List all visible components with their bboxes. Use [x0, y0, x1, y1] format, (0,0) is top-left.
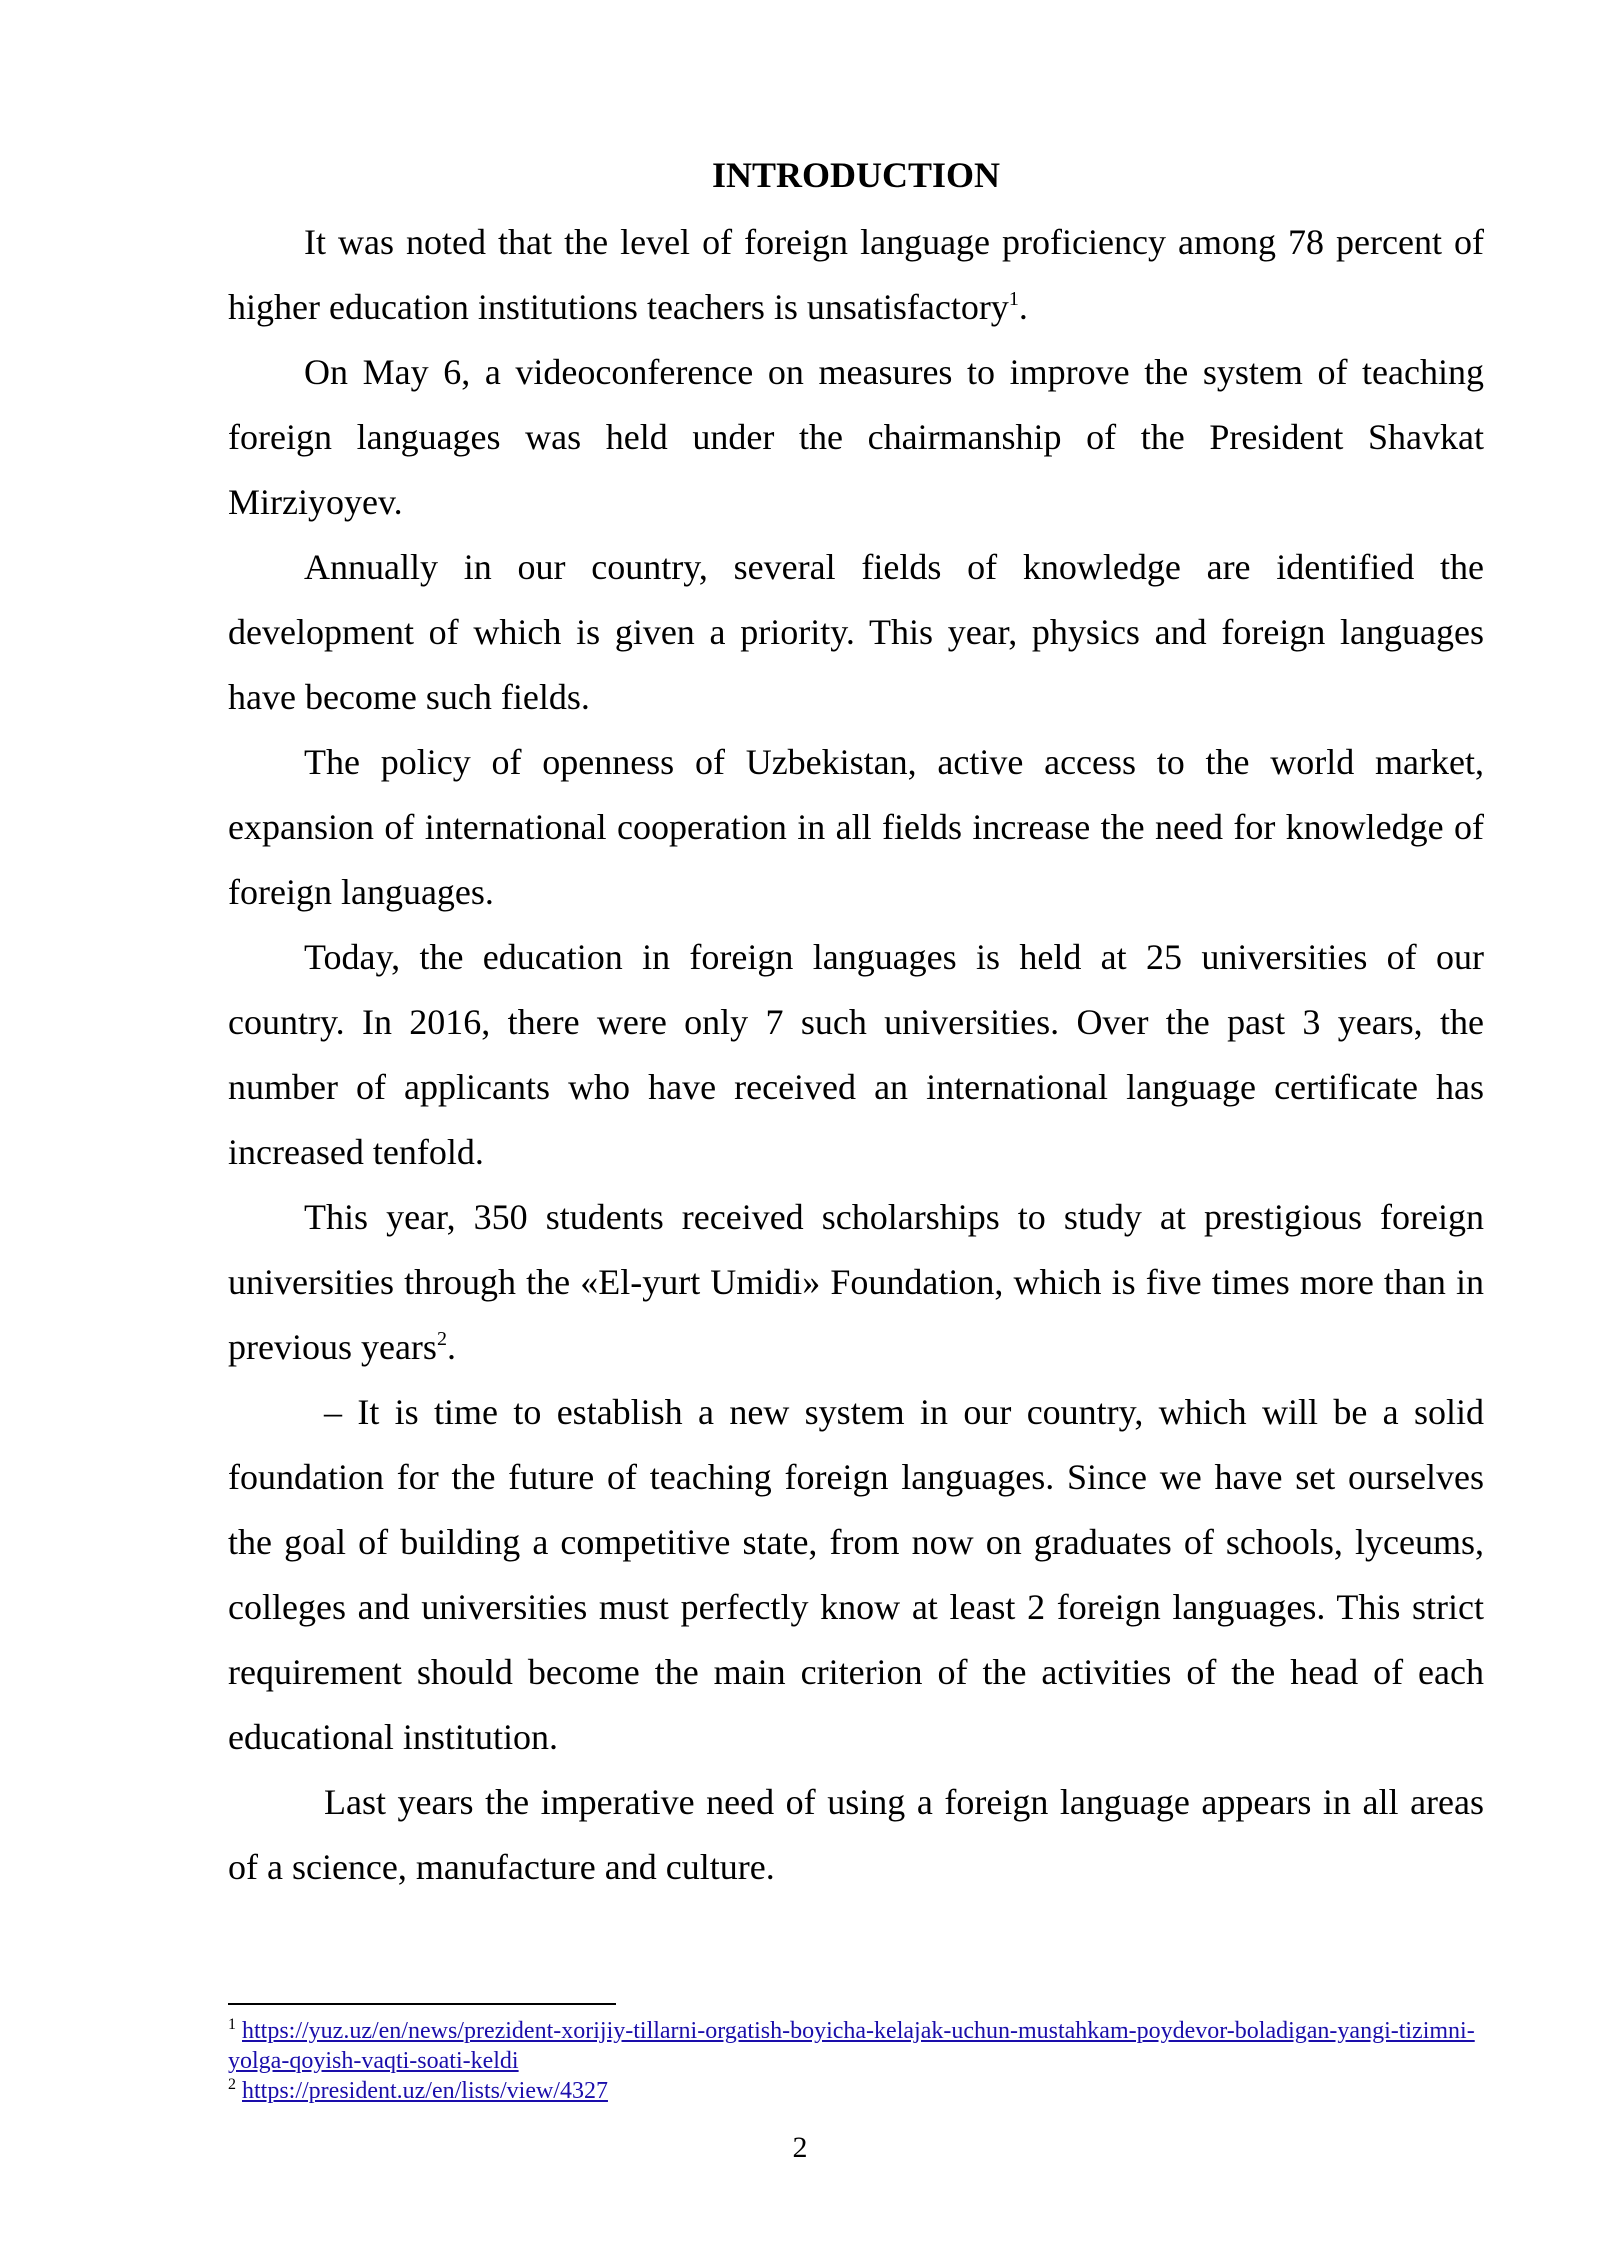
page-body — [228, 150, 1484, 1900]
footnotes — [228, 2016, 1484, 2106]
footnote-2 — [228, 2076, 1484, 2106]
footnote-1 — [228, 2016, 1484, 2076]
paragraph-1-text: It was noted that the level of foreign language proficiency among 78 percent of higher education institutions teachers is unsatisfactory — [228, 222, 1484, 327]
footnote-1-link[interactable]: https://yuz.uz/en/news/prezident-xorijiy-tillarni-orgatish-boyicha-kelajak-uchun-mustahkam-poydevor-boladigan-yangi-tizimni-yolga-qoyish-vaqti-soati-keldi — [228, 2018, 1475, 2074]
footnote-ref-1[interactable]: 1 — [1008, 288, 1019, 310]
paragraph-7 — [228, 1380, 1484, 1770]
footnote-separator — [228, 2003, 616, 2005]
paragraph-3 — [228, 535, 1484, 730]
paragraph-8 — [228, 1770, 1484, 1900]
paragraph-3-text: Annually in our country, several fields of knowledge are identified the development of which is given a priority. This year, physics and foreign languages have become such fields. — [228, 547, 1484, 717]
paragraph-7-text: – It is time to establish a new system in our country, which will be a solid foundation for the future of teaching foreign languages. Since we have set ourselves the goal of building a competitive state, from now on graduates of schools, lyceums, colleges and universities must perfectly know at least 2 foreign languages. This strict requirement should become the main criterion of the activities of the head of each educational institution. — [228, 1392, 1484, 1757]
section-title: INTRODUCTION — [711, 155, 1001, 195]
paragraph-4 — [228, 730, 1484, 925]
paragraph-6 — [228, 1185, 1484, 1380]
paragraph-5 — [228, 925, 1484, 1185]
paragraph-5-text: Today, the education in foreign languages is held at 25 universities of our country. In 2016, there were only 7 such universities. Over the past 3 years, the number of applicants who have received an international language certificate has increased tenfold. — [228, 937, 1484, 1172]
paragraph-4-text: The policy of openness of Uzbekistan, active access to the world market, expansion of international cooperation in all fields increase the need for knowledge of foreign languages. — [228, 742, 1484, 912]
paragraph-2-text: On May 6, a videoconference on measures to improve the system of teaching foreign languages was held under the chairmanship of the President Shavkat Mirziyoyev. — [228, 352, 1484, 522]
footnote-1-number: 1 — [228, 2016, 236, 2033]
paragraph-6-tail: . — [446, 1327, 456, 1367]
paragraph-8-text: Last years the imperative need of using a foreign language appears in all areas of a science, manufacture and culture. — [228, 1782, 1484, 1887]
paragraph-1-tail: . — [1018, 287, 1028, 327]
paragraph-1 — [228, 210, 1484, 340]
page-number: 2 — [792, 2131, 808, 2164]
paragraph-6-text: This year, 350 students received scholarships to study at prestigious foreign universities through the «El-yurt Umidi» Foundation, which is five times more than in previous years — [228, 1197, 1484, 1367]
footnote-ref-2[interactable]: 2 — [436, 1328, 447, 1350]
paragraph-2 — [228, 340, 1484, 535]
footnote-2-link[interactable]: https://president.uz/en/lists/view/4327 — [242, 2078, 608, 2104]
footnote-2-number: 2 — [228, 2076, 236, 2093]
